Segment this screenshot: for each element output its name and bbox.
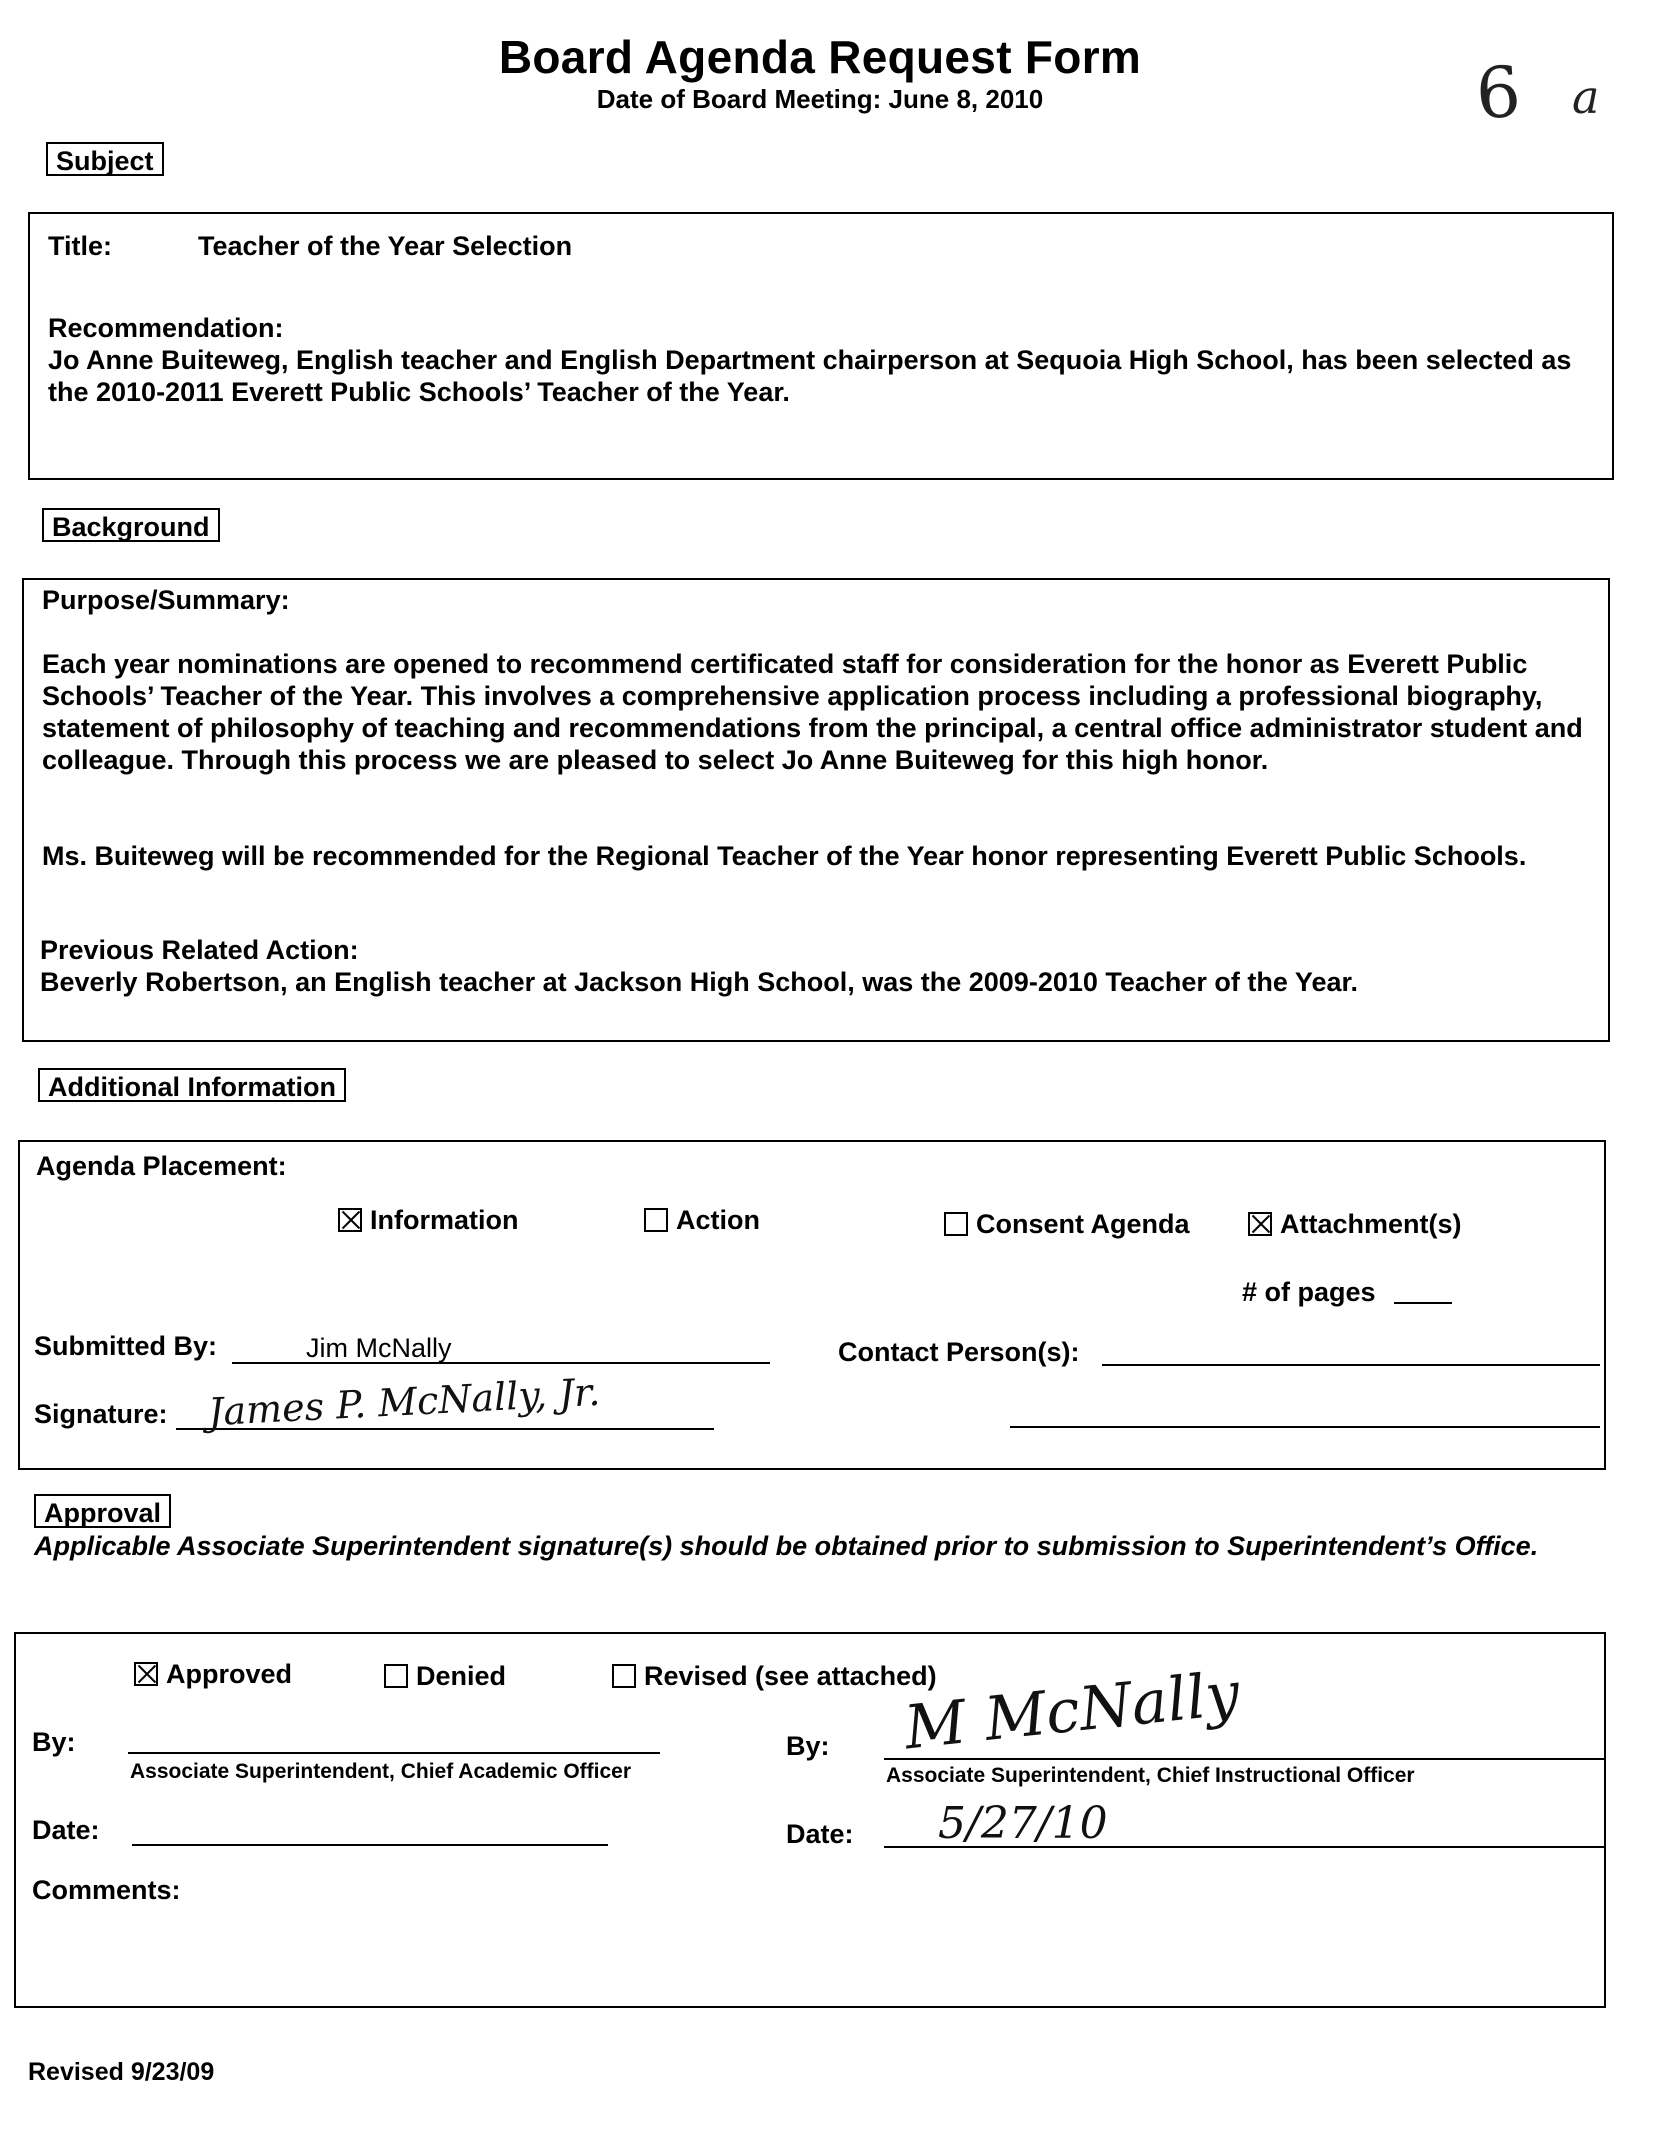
subject-box bbox=[28, 212, 1614, 480]
title-label: Title: bbox=[48, 231, 113, 261]
meeting-date: Date of Board Meeting: June 8, 2010 bbox=[596, 84, 1044, 114]
handwritten-item-letter: a bbox=[1572, 70, 1600, 124]
left-role: Associate Superintendent, Chief Academic Officer bbox=[130, 1760, 632, 1783]
agenda-placement-label: Agenda Placement: bbox=[36, 1151, 287, 1181]
pages-label: # of pages bbox=[1242, 1277, 1376, 1307]
recommendation-label: Recommendation: bbox=[48, 313, 284, 343]
right-by-line bbox=[884, 1758, 1604, 1760]
action-checkbox[interactable] bbox=[644, 1208, 668, 1232]
approved-checkbox[interactable] bbox=[134, 1662, 158, 1686]
attachments-checkbox[interactable] bbox=[1248, 1212, 1272, 1236]
consent-agenda-checkbox[interactable] bbox=[944, 1212, 968, 1236]
information-label: Information bbox=[370, 1205, 519, 1235]
signature-label: Signature: bbox=[34, 1399, 168, 1429]
submitted-by-value[interactable]: Jim McNally bbox=[306, 1333, 452, 1363]
right-date-label: Date: bbox=[786, 1819, 854, 1849]
approved-label: Approved bbox=[166, 1659, 293, 1689]
right-date-handwritten: 5/27/10 bbox=[938, 1798, 1108, 1849]
right-role: Associate Superintendent, Chief Instructional Officer bbox=[886, 1764, 1415, 1787]
information-checkbox[interactable] bbox=[338, 1208, 362, 1232]
revised-footer: Revised 9/23/09 bbox=[28, 2058, 215, 2086]
subject-section-tag: Subject bbox=[46, 142, 164, 176]
comments-label: Comments: bbox=[32, 1875, 181, 1905]
background-box bbox=[22, 578, 1610, 1042]
regional-text: Ms. Buiteweg will be recommended for the Regional Teacher of the Year honor representing Everett Public Schools. bbox=[42, 841, 1527, 871]
denied-label: Denied bbox=[416, 1661, 507, 1691]
approval-note: Applicable Associate Superintendent signature(s) should be obtained prior to submission to Superintendent’s Office. bbox=[34, 1531, 1539, 1561]
option-denied[interactable] bbox=[384, 1660, 506, 1692]
option-revised[interactable] bbox=[612, 1660, 937, 1692]
contact-person-label: Contact Person(s): bbox=[838, 1337, 1080, 1367]
consent-agenda-label: Consent Agenda bbox=[976, 1209, 1190, 1239]
left-date-label: Date: bbox=[32, 1815, 100, 1845]
approval-section-tag: Approval bbox=[34, 1494, 171, 1528]
attachments-label: Attachment(s) bbox=[1280, 1209, 1462, 1239]
form-title: Board Agenda Request Form bbox=[498, 31, 1142, 83]
purpose-text: Each year nominations are opened to recommend certificated staff for consideration for the honor as Everett Public Schools’ Teacher of the Year. This involves a comprehensive application process including a professional biography, statement of philosophy of teaching and recommendations from the principal, a central office administrator student and colleague. Through this process we are pleased to select Jo Anne Buiteweg for this high honor. bbox=[42, 649, 1583, 775]
handwritten-item-number: 6 bbox=[1473, 50, 1524, 136]
title-value: Teacher of the Year Selection bbox=[198, 231, 573, 261]
revised-label: Revised (see attached) bbox=[644, 1661, 937, 1691]
previous-action-text: Beverly Robertson, an English teacher at Jackson High School, was the 2009-2010 Teacher of the Year. bbox=[40, 967, 1359, 997]
left-by-label: By: bbox=[32, 1727, 76, 1757]
right-by-label: By: bbox=[786, 1731, 830, 1761]
purpose-label: Purpose/Summary: bbox=[42, 585, 290, 615]
previous-action-label: Previous Related Action: bbox=[40, 935, 359, 965]
option-attachments[interactable] bbox=[1248, 1208, 1462, 1240]
background-section-tag: Background bbox=[42, 508, 220, 542]
submitted-by-label: Submitted By: bbox=[34, 1331, 218, 1361]
option-approved[interactable] bbox=[134, 1658, 292, 1690]
contact-person-field[interactable] bbox=[1102, 1364, 1600, 1366]
approver-signature: M McNally bbox=[901, 1658, 1243, 1764]
approval-box bbox=[14, 1632, 1606, 2008]
additional-box bbox=[18, 1140, 1606, 1470]
option-information[interactable] bbox=[338, 1204, 519, 1236]
additional-section-tag: Additional Information bbox=[38, 1068, 346, 1102]
contact-person-field-2[interactable] bbox=[1010, 1426, 1600, 1428]
revised-checkbox[interactable] bbox=[612, 1664, 636, 1688]
denied-checkbox[interactable] bbox=[384, 1664, 408, 1688]
pages-field[interactable] bbox=[1394, 1302, 1452, 1304]
action-label: Action bbox=[676, 1205, 760, 1235]
option-action[interactable] bbox=[644, 1204, 760, 1236]
signature-handwritten: James P. McNally, Jr. bbox=[207, 1369, 602, 1435]
left-by-line[interactable] bbox=[128, 1752, 660, 1754]
option-consent-agenda[interactable] bbox=[944, 1208, 1190, 1240]
left-date-field[interactable] bbox=[132, 1844, 608, 1846]
recommendation-text: Jo Anne Buiteweg, English teacher and English Department chairperson at Sequoia High School, has been selected as the 2010-2011 Everett Public Schools’ Teacher of the Year. bbox=[48, 345, 1572, 407]
